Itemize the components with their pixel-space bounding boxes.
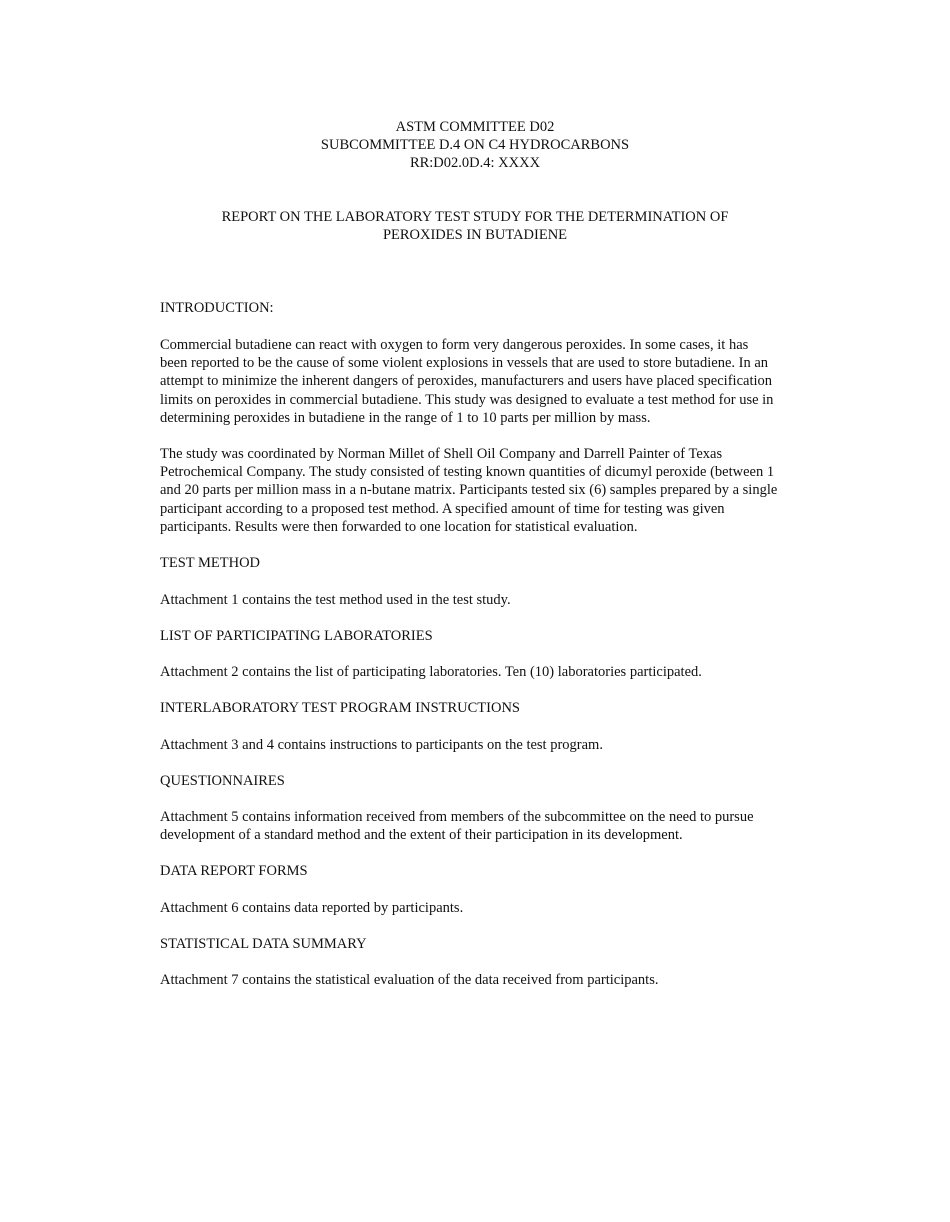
subcommittee-line: SUBCOMMITTEE D.4 ON C4 HYDROCARBONS (320, 137, 630, 154)
text-line: participants. Results were then forwarded to one location for statistical evaluation. (160, 518, 638, 535)
text-line: determining peroxides in butadiene in the range of 1 to 10 parts per million by mass. (160, 409, 651, 426)
stats-heading: STATISTICAL DATA SUMMARY (160, 936, 367, 952)
text-line: Commercial butadiene can react with oxygen to form very dangerous peroxides. In some cases, it has (160, 337, 749, 353)
labs-heading: LIST OF PARTICIPATING LABORATORIES (160, 628, 433, 644)
questionnaires-heading: QUESTIONNAIRES (160, 773, 285, 789)
report-title-line-1: REPORT ON THE LABORATORY TEST STUDY FOR THE DETERMINATION OF (221, 209, 729, 225)
text-line: and 20 parts per million mass in a n-butane matrix. Participants tested six (6) samples prepared by a single (160, 482, 778, 499)
instructions-text: Attachment 3 and 4 contains instructions to participants on the test program. (160, 737, 603, 753)
data-forms-heading: DATA REPORT FORMS (160, 863, 308, 879)
introduction-paragraph-2 (160, 445, 820, 536)
questionnaires-paragraph (160, 808, 820, 844)
text-line: attempt to minimize the inherent dangers of peroxides, manufacturers and users have placed specification (160, 373, 772, 390)
introduction-paragraph-1 (160, 336, 820, 427)
test-method-heading: TEST METHOD (160, 555, 261, 571)
data-forms-text: Attachment 6 contains data reported by participants. (160, 900, 464, 916)
committee-header (0, 118, 950, 173)
introduction-heading: INTRODUCTION: (160, 300, 274, 316)
text-line: participant according to a proposed test method. A specified amount of time for testing was given (160, 500, 725, 517)
text-line: The study was coordinated by Norman Millet of Shell Oil Company and Darrell Painter of Texas (160, 446, 723, 462)
committee-line: ASTM COMMITTEE D02 (395, 119, 555, 135)
test-method-text: Attachment 1 contains the test method used in the test study. (160, 592, 511, 608)
text-line: Attachment 5 contains information received from members of the subcommittee on the need to pursue (160, 809, 754, 825)
labs-text: Attachment 2 contains the list of participating laboratories. Ten (10) laboratories participated. (160, 664, 702, 680)
report-title-line-2: PEROXIDES IN BUTADIENE (382, 227, 568, 244)
text-line: Petrochemical Company. The study consisted of testing known quantities of dicumyl peroxide (between 1 (160, 464, 775, 481)
report-number-line: RR:D02.0D.4: XXXX (409, 155, 541, 172)
text-line: been reported to be the cause of some violent explosions in vessels that are used to store butadiene. In an (160, 355, 769, 372)
text-line: limits on peroxides in commercial butadiene. This study was designed to evaluate a test method for use in (160, 391, 774, 408)
stats-text: Attachment 7 contains the statistical evaluation of the data received from participants. (160, 972, 659, 988)
text-line: development of a standard method and the extent of their participation in its development. (160, 827, 683, 844)
report-title (0, 208, 950, 244)
instructions-heading: INTERLABORATORY TEST PROGRAM INSTRUCTIONS (160, 700, 520, 716)
